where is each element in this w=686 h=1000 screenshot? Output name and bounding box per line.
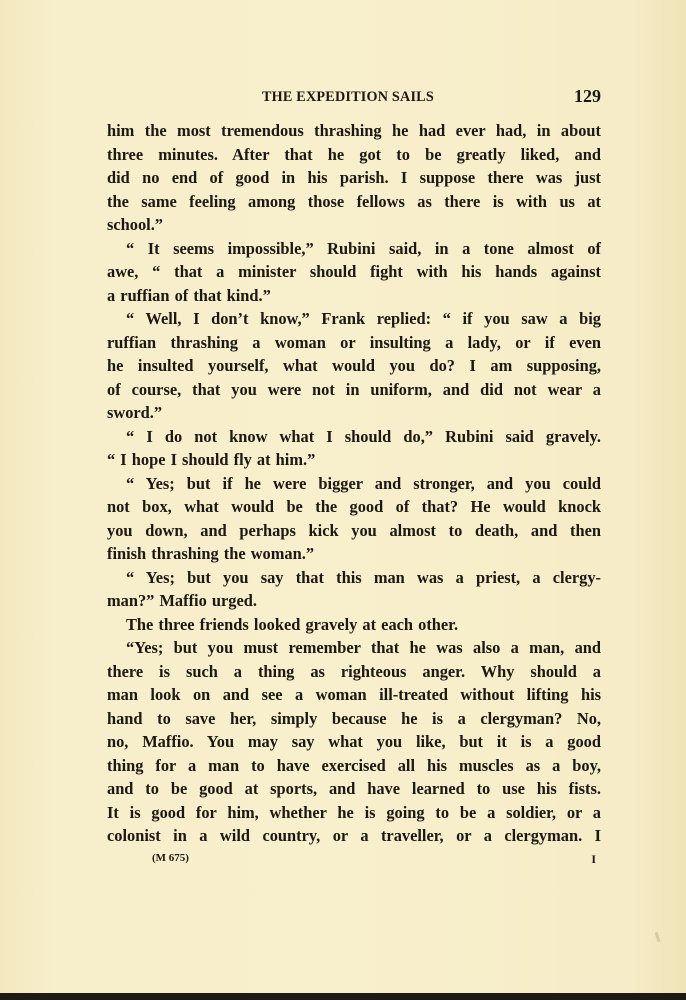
text-line: man?” Maffio urged. xyxy=(107,591,257,610)
text-line: not box, what would be the good of that? He would knock xyxy=(107,497,601,516)
signature-mark: (M 675) xyxy=(152,852,189,864)
page-header xyxy=(107,86,601,110)
text-line: of course, that you were not in uniform, and did not wear a xyxy=(107,379,601,399)
text-line: there is such a thing as righteous anger. Why should a xyxy=(107,661,601,681)
text-line: three minutes. After that he got to be greatly liked, and xyxy=(107,144,601,164)
text-line: ruffian thrashing a woman or insulting a lady, or if even xyxy=(107,332,601,352)
text-line: and to be good at sports, and have learned to use his fists. xyxy=(107,779,601,798)
text-line: colonist in a wild country, or a traveller, or a clergyman. I xyxy=(107,826,601,845)
text-line: It is good for him, whether he is going to be a soldier, or a xyxy=(107,802,601,822)
text-line: no, Maffio. You may say what you like, but it is a good xyxy=(107,732,601,751)
text-line: man look on and see a woman ill-treated without lifting his xyxy=(107,685,601,704)
text-line: “ I do not know what I should do,” Rubini said gravely. xyxy=(126,426,601,446)
page-number: 129 xyxy=(574,86,601,106)
text-line: “Yes; but you must remember that he was also a man, and xyxy=(126,638,601,657)
text-line: you down, and perhaps kick you almost to death, and then xyxy=(107,520,601,540)
scan-bottom-edge xyxy=(0,993,686,1000)
body-text xyxy=(107,119,601,848)
text-line: the same feeling among those fellows as there is with us at xyxy=(107,191,601,211)
text-line: a ruffian of that kind.” xyxy=(107,285,271,305)
sheet-letter: I xyxy=(591,852,596,866)
text-line: did no end of good in his parish. I suppose there was just xyxy=(107,168,601,187)
text-line: “ I hope I should fly at him.” xyxy=(107,450,316,469)
text-line: “ Well, I don’t know,” Frank replied: “ if you saw a big xyxy=(126,309,601,328)
text-line: hand to save her, simply because he is a clergyman? No, xyxy=(107,708,601,728)
text-line: he insulted yourself, what would you do? I am supposing, xyxy=(107,356,601,375)
text-line: thing for a man to have exercised all his muscles as a boy, xyxy=(107,755,601,775)
paper-blemish xyxy=(655,932,661,942)
text-line: “ It seems impossible,” Rubini said, in a tone almost of xyxy=(126,238,601,258)
running-title: THE EXPEDITION SAILS xyxy=(262,89,434,105)
text-line: sword.” xyxy=(107,403,163,422)
text-line: The three friends looked gravely at each other. xyxy=(126,614,459,634)
text-line: him the most tremendous thrashing he had ever had, in about xyxy=(107,121,601,140)
text-line: school.” xyxy=(107,215,164,234)
text-line: “ Yes; but you say that this man was a priest, a clergy- xyxy=(126,567,601,587)
text-line: awe, “ that a minister should fight with his hands against xyxy=(107,262,601,281)
text-line: finish thrashing the woman.” xyxy=(107,544,315,563)
page-footer xyxy=(152,852,602,870)
text-line: “ Yes; but if he were bigger and stronger, and you could xyxy=(126,473,601,493)
